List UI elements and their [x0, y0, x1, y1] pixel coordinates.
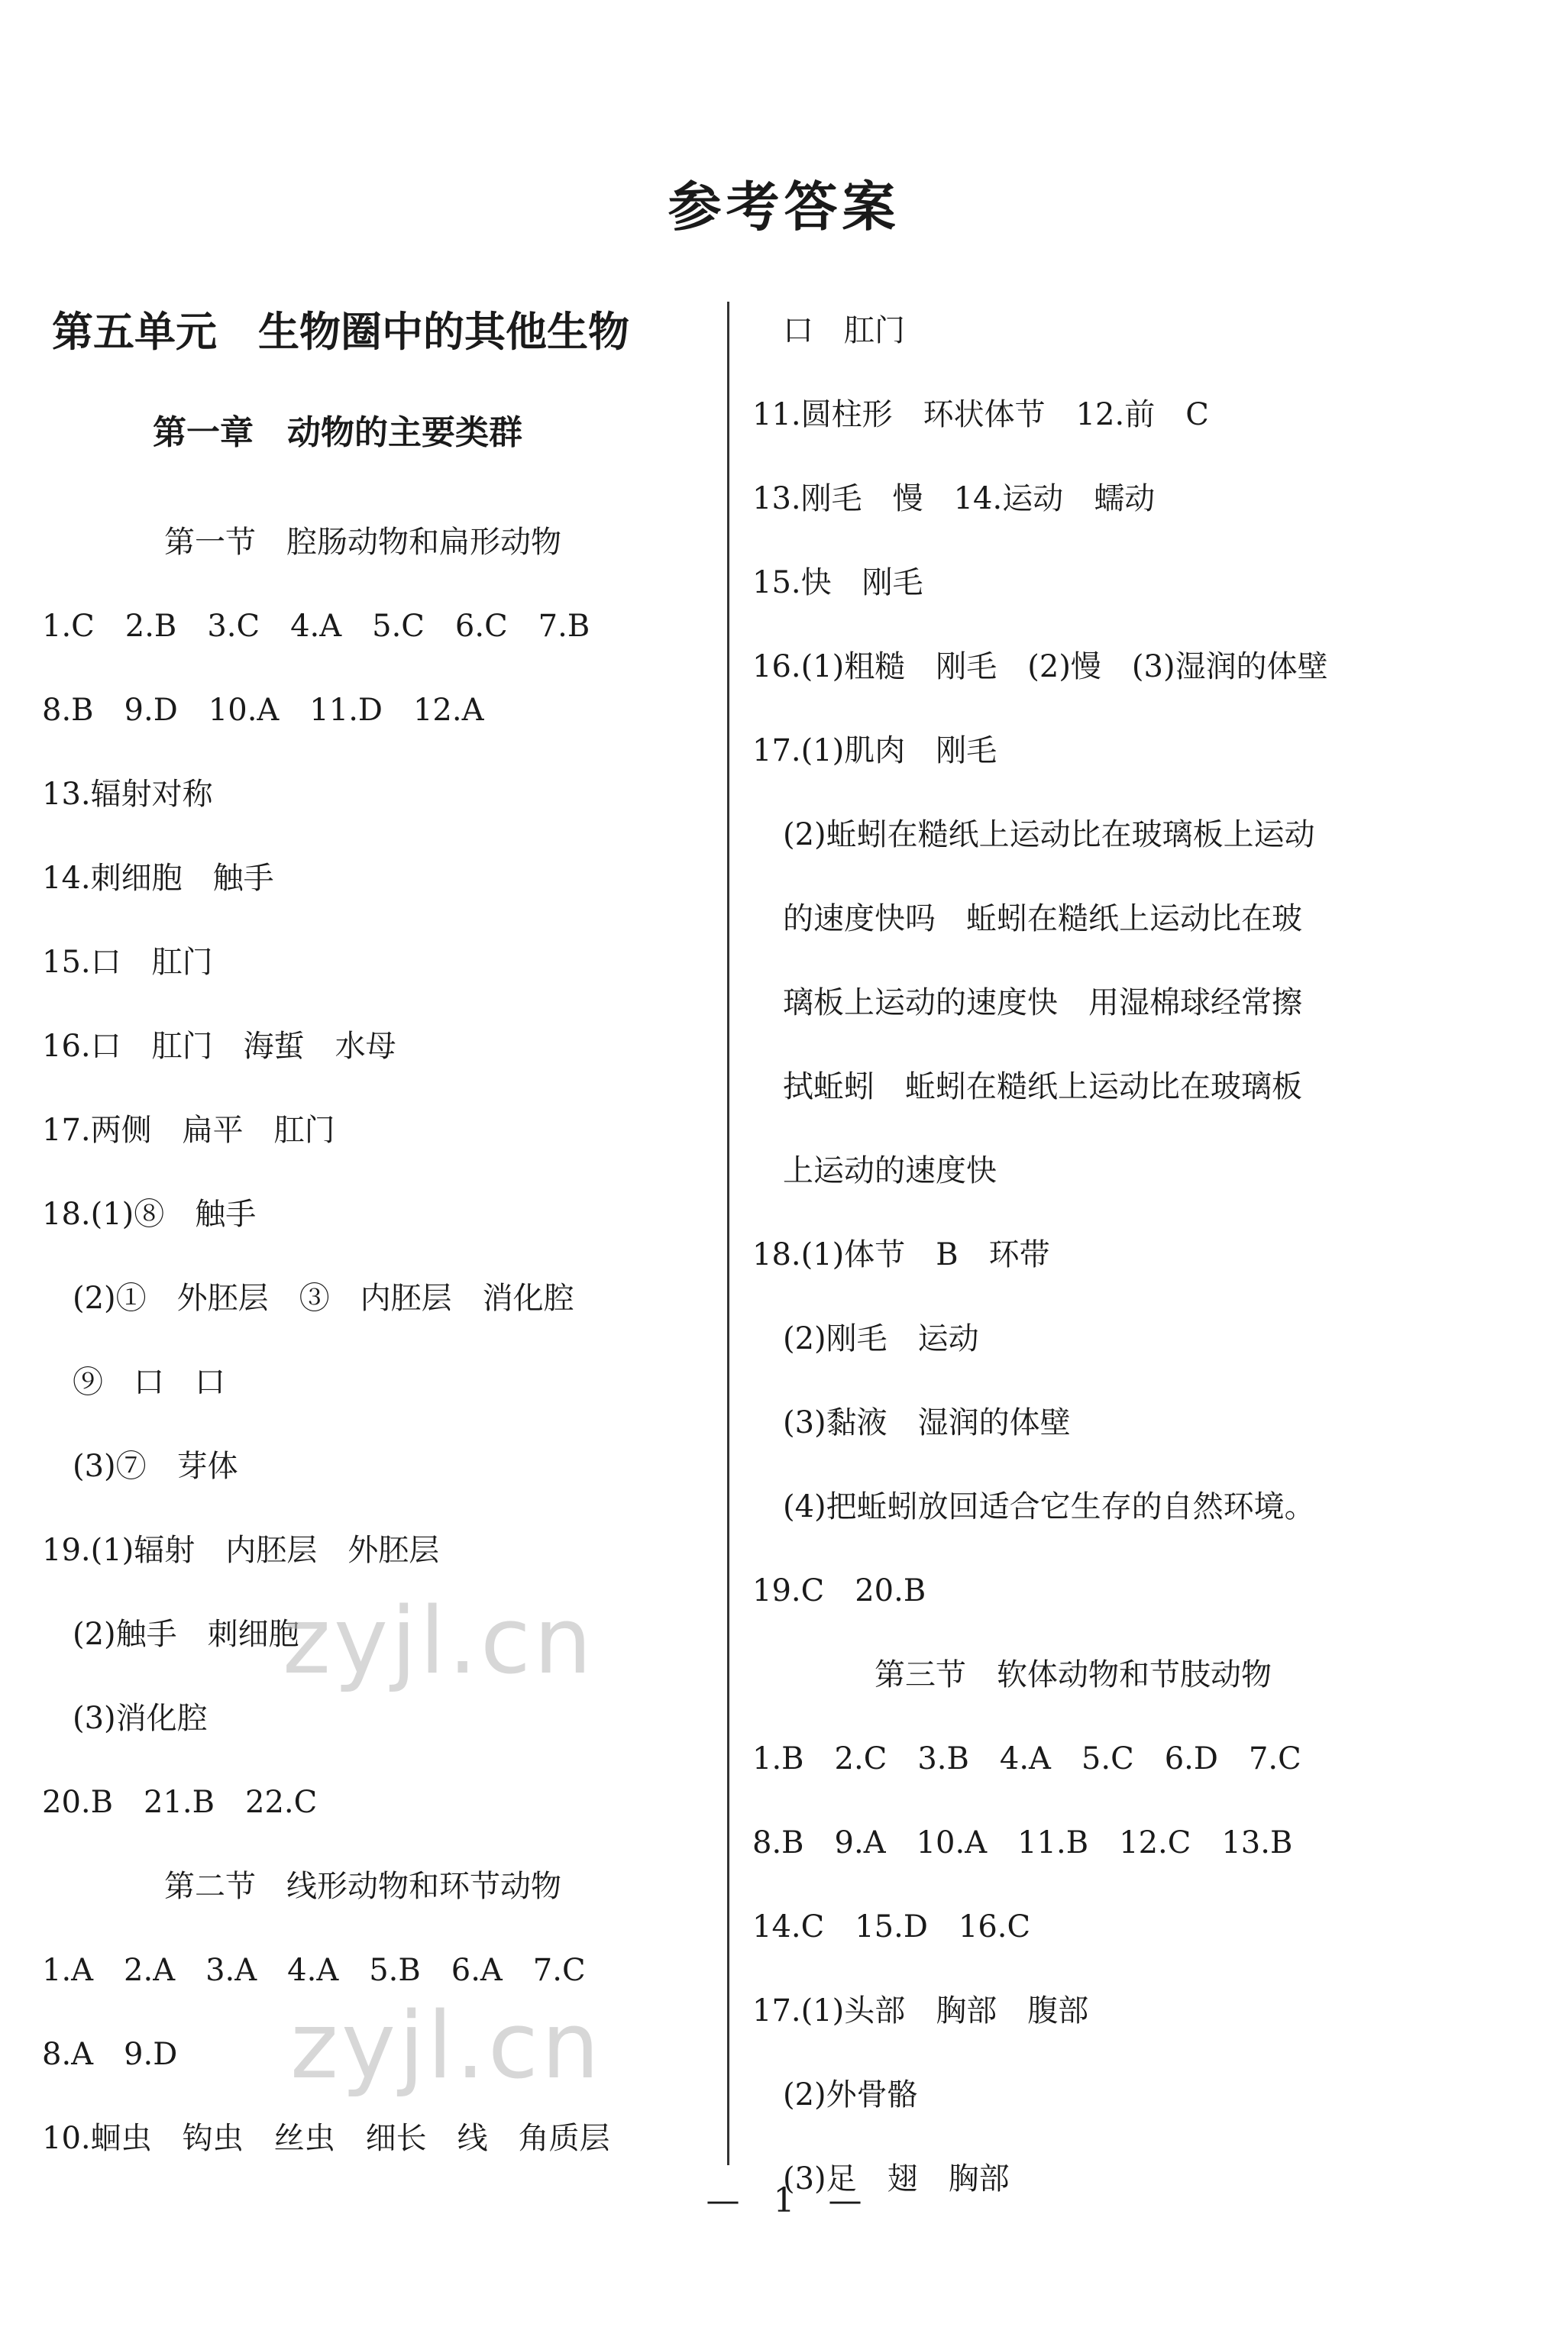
page-title: 参考答案 — [668, 175, 900, 238]
answer-line: 17.两侧 扁平 肛门 — [42, 1113, 335, 1148]
answer-line: 第三节 软体动物和节肢动物 — [752, 1657, 1272, 1692]
chapter-heading: 第一章 动物的主要类群 — [153, 413, 522, 452]
right-answer-column — [752, 289, 1531, 2221]
answer-line: 18.(1)⑧ 触手 — [42, 1197, 257, 1232]
answer-line: 19.(1)辐射 内胚层 外胚层 — [42, 1533, 440, 1568]
answer-line: 10.蛔虫 钩虫 丝虫 细长 线 角质层 — [42, 2121, 610, 2156]
answer-line: 第一节 腔肠动物和扁形动物 — [42, 525, 561, 560]
answer-line: 8.B 9.A 10.A 11.B 12.C 13.B — [752, 1825, 1293, 1860]
answer-line: 17.(1)肌肉 刚毛 — [752, 733, 997, 768]
watermark: zyjl.cn — [283, 1589, 595, 1695]
answer-line: 17.(1)头部 胸部 腹部 — [752, 1993, 1089, 2028]
answer-line: 19.C 20.B — [752, 1573, 926, 1608]
answer-line: 20.B 21.B 22.C — [42, 1785, 318, 1820]
answer-line: (3)黏液 湿润的体壁 — [752, 1405, 1071, 1440]
answer-line: 口 肛门 — [752, 313, 905, 348]
answer-line: 15.口 肛门 — [42, 945, 213, 980]
answer-line: (3)足 翅 胸部 — [752, 2161, 1010, 2196]
answer-line: (2)刚毛 运动 — [752, 1321, 979, 1356]
answer-line: 拭蚯蚓 蚯蚓在糙纸上运动比在玻璃板 — [752, 1069, 1302, 1104]
answer-line: 璃板上运动的速度快 用湿棉球经常擦 — [752, 985, 1302, 1020]
answer-line: 15.快 刚毛 — [752, 565, 923, 600]
answer-line: (2)触手 刺细胞 — [42, 1617, 299, 1652]
answer-line: 8.B 9.D 10.A 11.D 12.A — [42, 693, 484, 728]
answer-line: (3)消化腔 — [42, 1701, 208, 1736]
answer-line: 1.A 2.A 3.A 4.A 5.B 6.A 7.C — [42, 1953, 586, 1988]
answer-line: (4)把蚯蚓放回适合它生存的自然环境。 — [752, 1489, 1315, 1524]
answer-line: 上运动的速度快 — [752, 1153, 997, 1188]
answer-line: 13.辐射对称 — [42, 777, 213, 812]
answer-line: (2)外骨骼 — [752, 2077, 918, 2112]
answer-line: 8.A 9.D — [42, 2037, 178, 2072]
page-number: — 1 — — [706, 2181, 862, 2220]
answer-line: 16.(1)粗糙 刚毛 (2)慢 (3)湿润的体壁 — [752, 649, 1328, 684]
answer-line: (2)蚯蚓在糙纸上运动比在玻璃板上运动 — [752, 817, 1315, 852]
answer-line: ⑨ 口 口 — [42, 1365, 225, 1400]
answer-line: 1.C 2.B 3.C 4.A 5.C 6.C 7.B — [42, 609, 590, 644]
answer-line: 13.刚毛 慢 14.运动 蠕动 — [752, 481, 1156, 516]
column-divider — [727, 302, 729, 2165]
answer-line: 的速度快吗 蚯蚓在糙纸上运动比在玻 — [752, 901, 1302, 936]
watermark: zyjl.cn — [290, 1993, 603, 2099]
answer-line: 1.B 2.C 3.B 4.A 5.C 6.D 7.C — [752, 1741, 1301, 1776]
answer-line: (3)⑦ 芽体 — [42, 1449, 238, 1484]
answer-line: 第二节 线形动物和环节动物 — [42, 1869, 561, 1904]
answer-line: 11.圆柱形 环状体节 12.前 C — [752, 397, 1209, 432]
unit-heading: 第五单元 生物圈中的其他生物 — [52, 307, 629, 356]
answer-line: 18.(1)体节 B 环带 — [752, 1237, 1050, 1272]
answer-line: 16.口 肛门 海蜇 水母 — [42, 1029, 396, 1064]
left-answer-column — [42, 500, 714, 2180]
answer-line: 14.C 15.D 16.C — [752, 1909, 1031, 1944]
answer-line: (2)① 外胚层 ③ 内胚层 消化腔 — [42, 1281, 574, 1316]
answer-line: 14.刺细胞 触手 — [42, 861, 274, 896]
